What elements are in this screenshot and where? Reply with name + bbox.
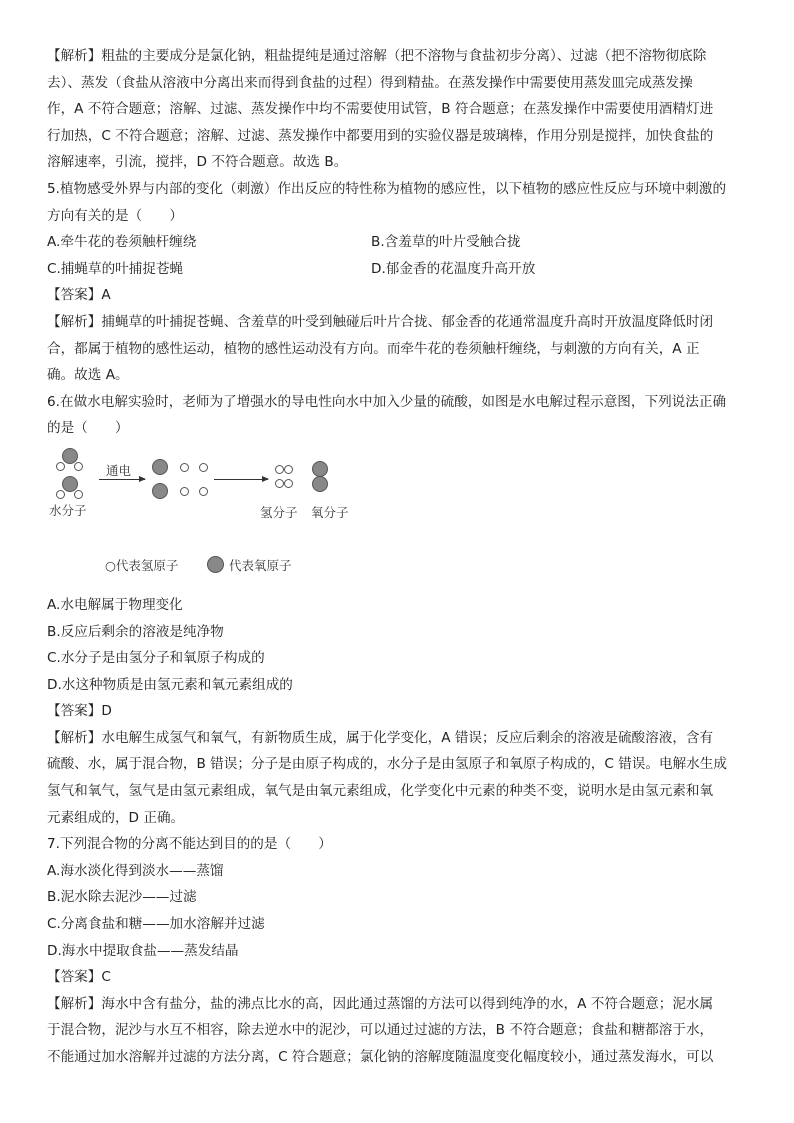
reaction-arrow: [214, 479, 268, 480]
oxygen-molecule-label: 氧分子: [311, 504, 349, 520]
explanation-line: 【解析】海水中含有盐分，盐的沸点比水的高，因此通过蒸馏的方法可以得到纯净的水，A 不符合题意；泥水属: [47, 995, 714, 1012]
question-stem: 方向有关的是（ ）: [47, 207, 183, 224]
reaction-arrow: [99, 479, 145, 480]
answer: 【答案】C: [47, 969, 111, 986]
explanation-line: 【解析】水电解生成氢气和氧气，有新物质生成，属于化学变化，A 错误；反应后剩余的溶液是硫酸溶液，含有: [47, 729, 714, 746]
hydrogen-atom: [74, 462, 83, 471]
option-a: A.海水淡化得到淡水——蒸馏: [47, 862, 224, 879]
electrolysis-diagram: [47, 442, 749, 592]
legend-oxygen: 代表氧原子: [229, 557, 292, 573]
oxygen-atom: [312, 476, 328, 492]
q4-explanation: [47, 43, 749, 176]
question-stem: 6.在做水电解实验时，老师为了增强水的导电性向水中加入少量的硫酸，如图是水电解过程示意图，下列说法正确: [47, 393, 727, 410]
hydrogen-atom: [284, 479, 293, 488]
hydrogen-atom: [180, 487, 189, 496]
hydrogen-atom: [180, 463, 189, 472]
hydrogen-atom: [284, 465, 293, 474]
explanation-line: 【解析】捕蝇草的叶捕捉苍蝇、含羞草的叶受到触碰后叶片合拢、郁金香的花通常温度升高时开放温度降低时闭: [47, 313, 714, 330]
option-b: B.含羞草的叶片受触合拢: [371, 234, 521, 251]
explanation-line: 不能通过加水溶解并过滤的方法分离，C 符合题意；氯化钠的溶解度随温度变化幅度较小，通过蒸发海水，可以: [47, 1049, 714, 1065]
option-d: D.水这种物质是由氢元素和氧元素组成的: [47, 676, 293, 693]
question-7: [47, 831, 749, 1070]
question-stem: 的是（ ）: [47, 420, 129, 437]
text-line: 作，A 不符合题意；溶解、过滤、蒸发操作中均不需要使用试管，B 符合题意；在蒸发操作中需要使用酒精灯进: [47, 101, 714, 118]
oxygen-atom: [152, 483, 168, 499]
text-line: 去）、蒸发（食盐从溶液中分离出来而得到食盐的过程）得到精盐。在蒸发操作中需要使用蒸发皿完成蒸发操: [47, 74, 693, 91]
oxygen-atom: [312, 461, 328, 477]
question-stem: 7.下列混合物的分离不能达到目的的是（ ）: [47, 836, 332, 853]
options-row: [47, 229, 749, 256]
legend-hydrogen: ○代表氢原子: [105, 557, 179, 573]
option-c: C.分离食盐和糖——加水溶解并过滤: [47, 916, 265, 933]
explanation-line: 于混合物，泥沙与水互不相容，除去逆水中的泥沙，可以通过过滤的方法，B 不符合题意；食盐和糖都溶于水，: [47, 1022, 714, 1039]
oxygen-atom: [152, 459, 168, 475]
water-molecule-label: 水分子: [49, 502, 87, 518]
question-5: [47, 176, 749, 389]
text-line: 行加热，C 不符合题意；溶解、过滤、蒸发操作中都要用到的实验仪器是玻璃棒，作用分别是搅拌，加快食盐的: [47, 127, 714, 144]
option-b: B.反应后剩余的溶液是纯净物: [47, 623, 224, 640]
oxygen-legend-icon: [207, 556, 224, 573]
explanation-line: 合，都属于植物的感性运动，植物的感性运动没有方向。而牵牛花的卷须触杆缠绕，与刺激的方向有关，A 正: [47, 340, 700, 357]
question-stem: 5.植物感受外界与内部的变化（刺激）作出反应的特性称为植物的感应性，以下植物的感应性反应与环境中刺激的: [47, 180, 727, 197]
question-6: [47, 389, 749, 832]
explanation-line: 硫酸、水，属于混合物，B 错误；分子是由原子构成的，水分子是由氢原子和氧原子构成的，C 错误。电解水生成: [47, 756, 727, 773]
answer: 【答案】A: [47, 287, 111, 304]
text-line: 【解析】粗盐的主要成分是氯化钠，粗盐提纯是通过溶解（把不溶物与食盐初步分离）、过滤（把不溶物彻底除: [47, 48, 707, 64]
option-a: A.牵牛花的卷须触杆缠绕: [47, 234, 197, 251]
explanation-line: 元素组成的，D 正确。: [47, 809, 185, 826]
hydrogen-atom: [74, 490, 83, 499]
answer: 【答案】D: [47, 703, 112, 720]
text-line: 溶解速率，引流，搅拌，D 不符合题意。故选 B。: [47, 154, 348, 171]
hydrogen-atom: [199, 463, 208, 472]
option-d: D.郁金香的花温度升高开放: [371, 260, 536, 277]
hydrogen-atom: [275, 479, 284, 488]
document-page: [47, 43, 749, 1071]
hydrogen-atom: [56, 462, 65, 471]
option-a: A.水电解属于物理变化: [47, 596, 183, 613]
option-b: B.泥水除去泥沙——过滤: [47, 889, 197, 906]
hydrogen-molecule-label: 氢分子: [260, 504, 298, 520]
explanation-line: 确。故选 A。: [47, 367, 129, 384]
explanation-line: 氢气和氧气，氢气是由氢元素组成，氧气是由氧元素组成，化学变化中元素的种类不变，说明水是由氢元素和氧: [47, 783, 714, 800]
hydrogen-atom: [199, 487, 208, 496]
hydrogen-atom: [56, 490, 65, 499]
option-c: C.水分子是由氢分子和氧原子构成的: [47, 650, 265, 667]
electrify-label: 通电: [106, 462, 132, 478]
options-row: [47, 256, 749, 283]
option-d: D.海水中提取食盐——蒸发结晶: [47, 942, 239, 959]
option-c: C.捕蝇草的叶捕捉苍蝇: [47, 260, 184, 277]
hydrogen-atom: [275, 465, 284, 474]
